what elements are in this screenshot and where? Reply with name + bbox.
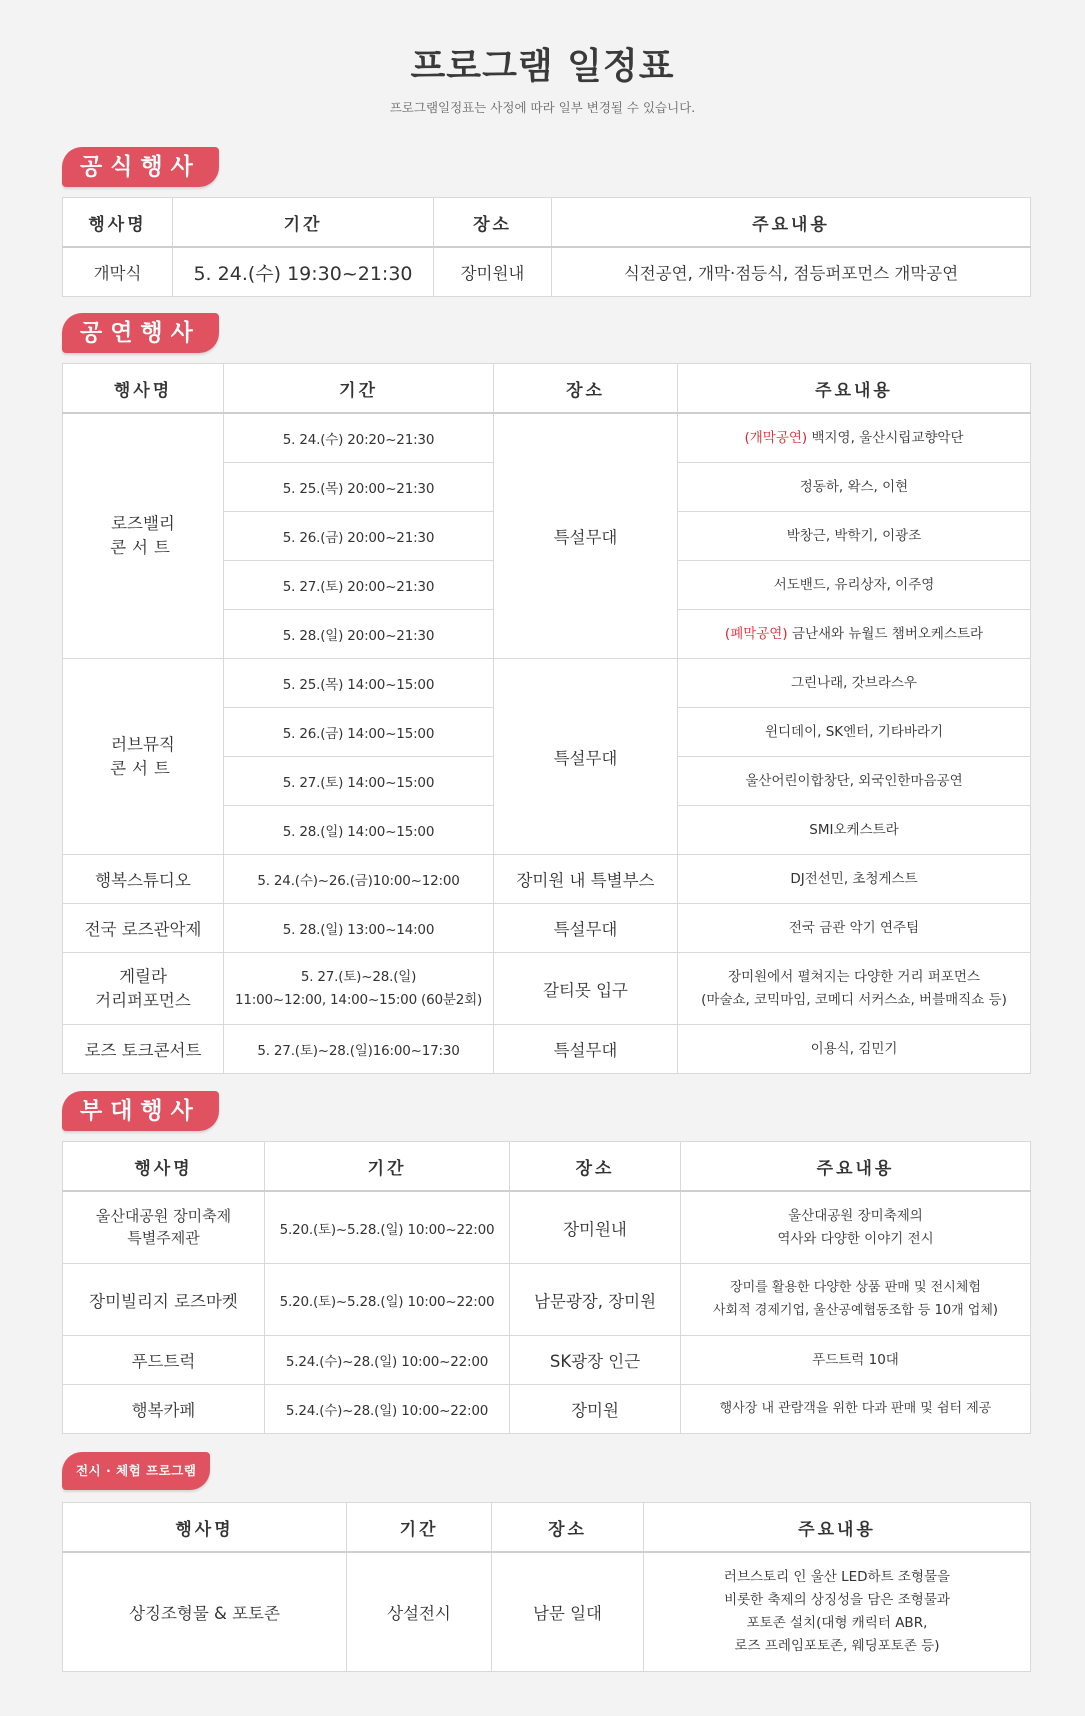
event-content-line2: 역사와 다양한 이야기 전시 xyxy=(777,1230,934,1247)
col-header-content: 주요내용 xyxy=(552,198,1031,248)
event-name-line1: 러브뮤직 xyxy=(111,734,175,754)
col-header-name: 행사명 xyxy=(63,1142,265,1192)
event-content: 이용식, 김민기 xyxy=(678,1025,1031,1074)
event-name xyxy=(63,659,224,855)
col-header-name: 행사명 xyxy=(63,1503,347,1553)
event-name xyxy=(63,413,224,659)
table-header-row xyxy=(63,364,1031,414)
event-name-line2: 특별주제관 xyxy=(127,1228,200,1247)
col-header-period: 기간 xyxy=(224,364,494,414)
col-header-content: 주요내용 xyxy=(644,1503,1031,1553)
event-period xyxy=(224,953,494,1025)
table-row xyxy=(63,1191,1031,1264)
table-row xyxy=(63,855,1031,904)
event-place: 특설무대 xyxy=(494,659,678,855)
col-header-content: 주요내용 xyxy=(681,1142,1031,1192)
event-name-line1: 로즈밸리 xyxy=(111,514,175,534)
event-name xyxy=(63,1191,265,1264)
official-section-badge: 공식행사 xyxy=(62,147,219,187)
event-place: 특설무대 xyxy=(494,413,678,659)
event-name-line2: 콘서트 xyxy=(110,538,176,557)
col-header-place: 장소 xyxy=(494,364,678,414)
side-section-badge: 부대행사 xyxy=(62,1091,219,1131)
event-period: 5. 24.(수)~26.(금)10:00~12:00 xyxy=(224,855,494,904)
table-row xyxy=(63,904,1031,953)
event-content-text: 백지영, 울산시립교향악단 xyxy=(807,429,964,446)
event-content-line4: 로즈 프레임포토존, 웨딩포토존 등) xyxy=(734,1637,940,1654)
event-content-line3: 포토존 설치(대형 캐릭터 ABR, xyxy=(746,1615,928,1631)
event-name-line2: 콘서트 xyxy=(110,758,176,778)
event-period: 5. 27.(토)~28.(일)16:00~17:30 xyxy=(224,1025,494,1074)
col-header-name: 행사명 xyxy=(63,364,224,414)
event-period: 5.20.(토)~5.28.(일) 10:00~22:00 xyxy=(265,1264,510,1336)
event-content: 정동하, 왁스, 이현 xyxy=(678,463,1031,512)
event-name-line1: 게릴라 xyxy=(119,966,167,986)
event-content: 그린나래, 갓브라스우 xyxy=(678,659,1031,708)
event-content xyxy=(678,413,1031,463)
event-name: 장미빌리지 로즈마켓 xyxy=(63,1264,265,1336)
event-content: 울산어린이합창단, 외국인한마음공연 xyxy=(678,757,1031,806)
exhibit-events-table xyxy=(62,1502,1031,1672)
event-period: 5. 24.(수) 19:30~21:30 xyxy=(173,247,434,297)
event-content: DJ전선민, 초청게스트 xyxy=(678,855,1031,904)
event-content-line2: 비롯한 축제의 상징성을 담은 조형물과 xyxy=(724,1592,950,1609)
event-place: 특설무대 xyxy=(494,1025,678,1074)
event-content: SMI오케스트라 xyxy=(678,806,1031,855)
table-row xyxy=(63,1336,1031,1385)
event-period: 5. 27.(토) 14:00~15:00 xyxy=(224,757,494,806)
side-events-table xyxy=(62,1141,1031,1434)
page-title: 프로그램 일정표 xyxy=(410,46,675,87)
event-place: 장미원 내 특별부스 xyxy=(494,855,678,904)
page-subtitle: 프로그램일정표는 사정에 따라 일부 변경될 수 있습니다. xyxy=(389,100,696,115)
event-content-line1: 장미를 활용한 다양한 상품 판매 및 전시체험 xyxy=(730,1280,981,1296)
event-period: 상설전시 xyxy=(347,1552,492,1672)
event-period: 5. 28.(일) 13:00~14:00 xyxy=(224,904,494,953)
event-period: 5.24.(수)~28.(일) 10:00~22:00 xyxy=(265,1385,510,1434)
event-name: 행복스튜디오 xyxy=(63,855,224,904)
event-content-line2: (마술쇼, 코믹마임, 코메디 서커스쇼, 버블매직쇼 등) xyxy=(701,991,1007,1008)
event-place: 특설무대 xyxy=(494,904,678,953)
official-events-table xyxy=(62,197,1031,297)
table-row xyxy=(63,1552,1031,1672)
col-header-period: 기간 xyxy=(265,1142,510,1192)
table-row xyxy=(63,1385,1031,1434)
event-period: 5. 25.(목) 14:00~15:00 xyxy=(224,659,494,708)
event-name: 행복카페 xyxy=(63,1385,265,1434)
event-place: 장미원내 xyxy=(434,247,552,297)
event-content-text: 금난새와 뉴월드 챔버오케스트라 xyxy=(787,625,984,642)
event-content xyxy=(678,953,1031,1025)
table-header-row xyxy=(63,198,1031,248)
exhibit-section-badge: 전시 · 체험 프로그램 xyxy=(62,1452,210,1490)
event-place: SK광장 인근 xyxy=(510,1336,681,1385)
event-content-line1: 러브스토리 인 울산 LED하트 조형물을 xyxy=(723,1569,951,1586)
closing-tag: (폐막공연) xyxy=(724,625,788,642)
event-content: 박창근, 박학기, 이광조 xyxy=(678,512,1031,561)
col-header-place: 장소 xyxy=(434,198,552,248)
event-name: 상징조형물 & 포토존 xyxy=(63,1552,347,1672)
event-name: 로즈 토크콘서트 xyxy=(63,1025,224,1074)
table-header-row xyxy=(63,1503,1031,1553)
event-content xyxy=(644,1552,1031,1672)
col-header-period: 기간 xyxy=(173,198,434,248)
col-header-content: 주요내용 xyxy=(678,364,1031,414)
event-place: 갈티못 입구 xyxy=(494,953,678,1025)
table-row xyxy=(63,247,1031,297)
col-header-place: 장소 xyxy=(510,1142,681,1192)
event-place: 장미원내 xyxy=(510,1191,681,1264)
event-period: 5. 28.(일) 14:00~15:00 xyxy=(224,806,494,855)
event-content xyxy=(681,1191,1031,1264)
col-header-place: 장소 xyxy=(492,1503,644,1553)
table-row xyxy=(63,413,1031,463)
opening-tag: (개막공연) xyxy=(744,429,808,446)
event-period: 5.20.(토)~5.28.(일) 10:00~22:00 xyxy=(265,1191,510,1264)
event-content-line1: 장미원에서 펼쳐지는 다양한 거리 퍼포먼스 xyxy=(728,968,980,985)
event-content: 푸드트럭 10대 xyxy=(681,1336,1031,1385)
event-period: 5. 28.(일) 20:00~21:30 xyxy=(224,610,494,659)
col-header-period: 기간 xyxy=(347,1503,492,1553)
table-row xyxy=(63,953,1031,1025)
event-content-line2: 사회적 경제기업, 울산공예협동조합 등 10개 업체) xyxy=(712,1302,998,1318)
event-content: 전국 금관 악기 연주팀 xyxy=(678,904,1031,953)
event-period: 5. 26.(금) 20:00~21:30 xyxy=(224,512,494,561)
event-content: 서도밴드, 유리상자, 이주영 xyxy=(678,561,1031,610)
event-content xyxy=(678,610,1031,659)
event-period: 5. 27.(토) 20:00~21:30 xyxy=(224,561,494,610)
event-content-line1: 울산대공원 장미축제의 xyxy=(788,1207,923,1224)
event-place: 남문 일대 xyxy=(492,1552,644,1672)
event-period: 5. 26.(금) 14:00~15:00 xyxy=(224,708,494,757)
event-content: 행사장 내 관람객을 위한 다과 판매 및 쉼터 제공 xyxy=(681,1385,1031,1434)
table-row xyxy=(63,1264,1031,1336)
performance-section-badge: 공연행사 xyxy=(62,313,219,353)
event-content xyxy=(681,1264,1031,1336)
event-period: 5.24.(수)~28.(일) 10:00~22:00 xyxy=(265,1336,510,1385)
table-row xyxy=(63,1025,1031,1074)
event-period-line2: 11:00~12:00, 14:00~15:00 (60분2회) xyxy=(234,991,483,1008)
col-header-name: 행사명 xyxy=(63,198,173,248)
event-place: 장미원 xyxy=(510,1385,681,1434)
event-name: 전국 로즈관악제 xyxy=(63,904,224,953)
event-period-line1: 5. 27.(토)~28.(일) xyxy=(300,968,417,985)
event-name xyxy=(63,953,224,1025)
event-content: 식전공연, 개막·점등식, 점등퍼포먼스 개막공연 xyxy=(552,247,1031,297)
event-place: 남문광장, 장미원 xyxy=(510,1264,681,1336)
event-name: 개막식 xyxy=(63,247,173,297)
event-name: 푸드트럭 xyxy=(63,1336,265,1385)
event-name-line2: 거리퍼포먼스 xyxy=(95,990,191,1010)
event-content: 윈디데이, SK엔터, 기타바라기 xyxy=(678,708,1031,757)
event-period: 5. 25.(목) 20:00~21:30 xyxy=(224,463,494,512)
table-header-row xyxy=(63,1142,1031,1192)
event-name-line1: 울산대공원 장미축제 xyxy=(95,1206,232,1225)
event-period: 5. 24.(수) 20:20~21:30 xyxy=(224,413,494,463)
table-row xyxy=(63,659,1031,708)
performance-events-table xyxy=(62,363,1031,1074)
